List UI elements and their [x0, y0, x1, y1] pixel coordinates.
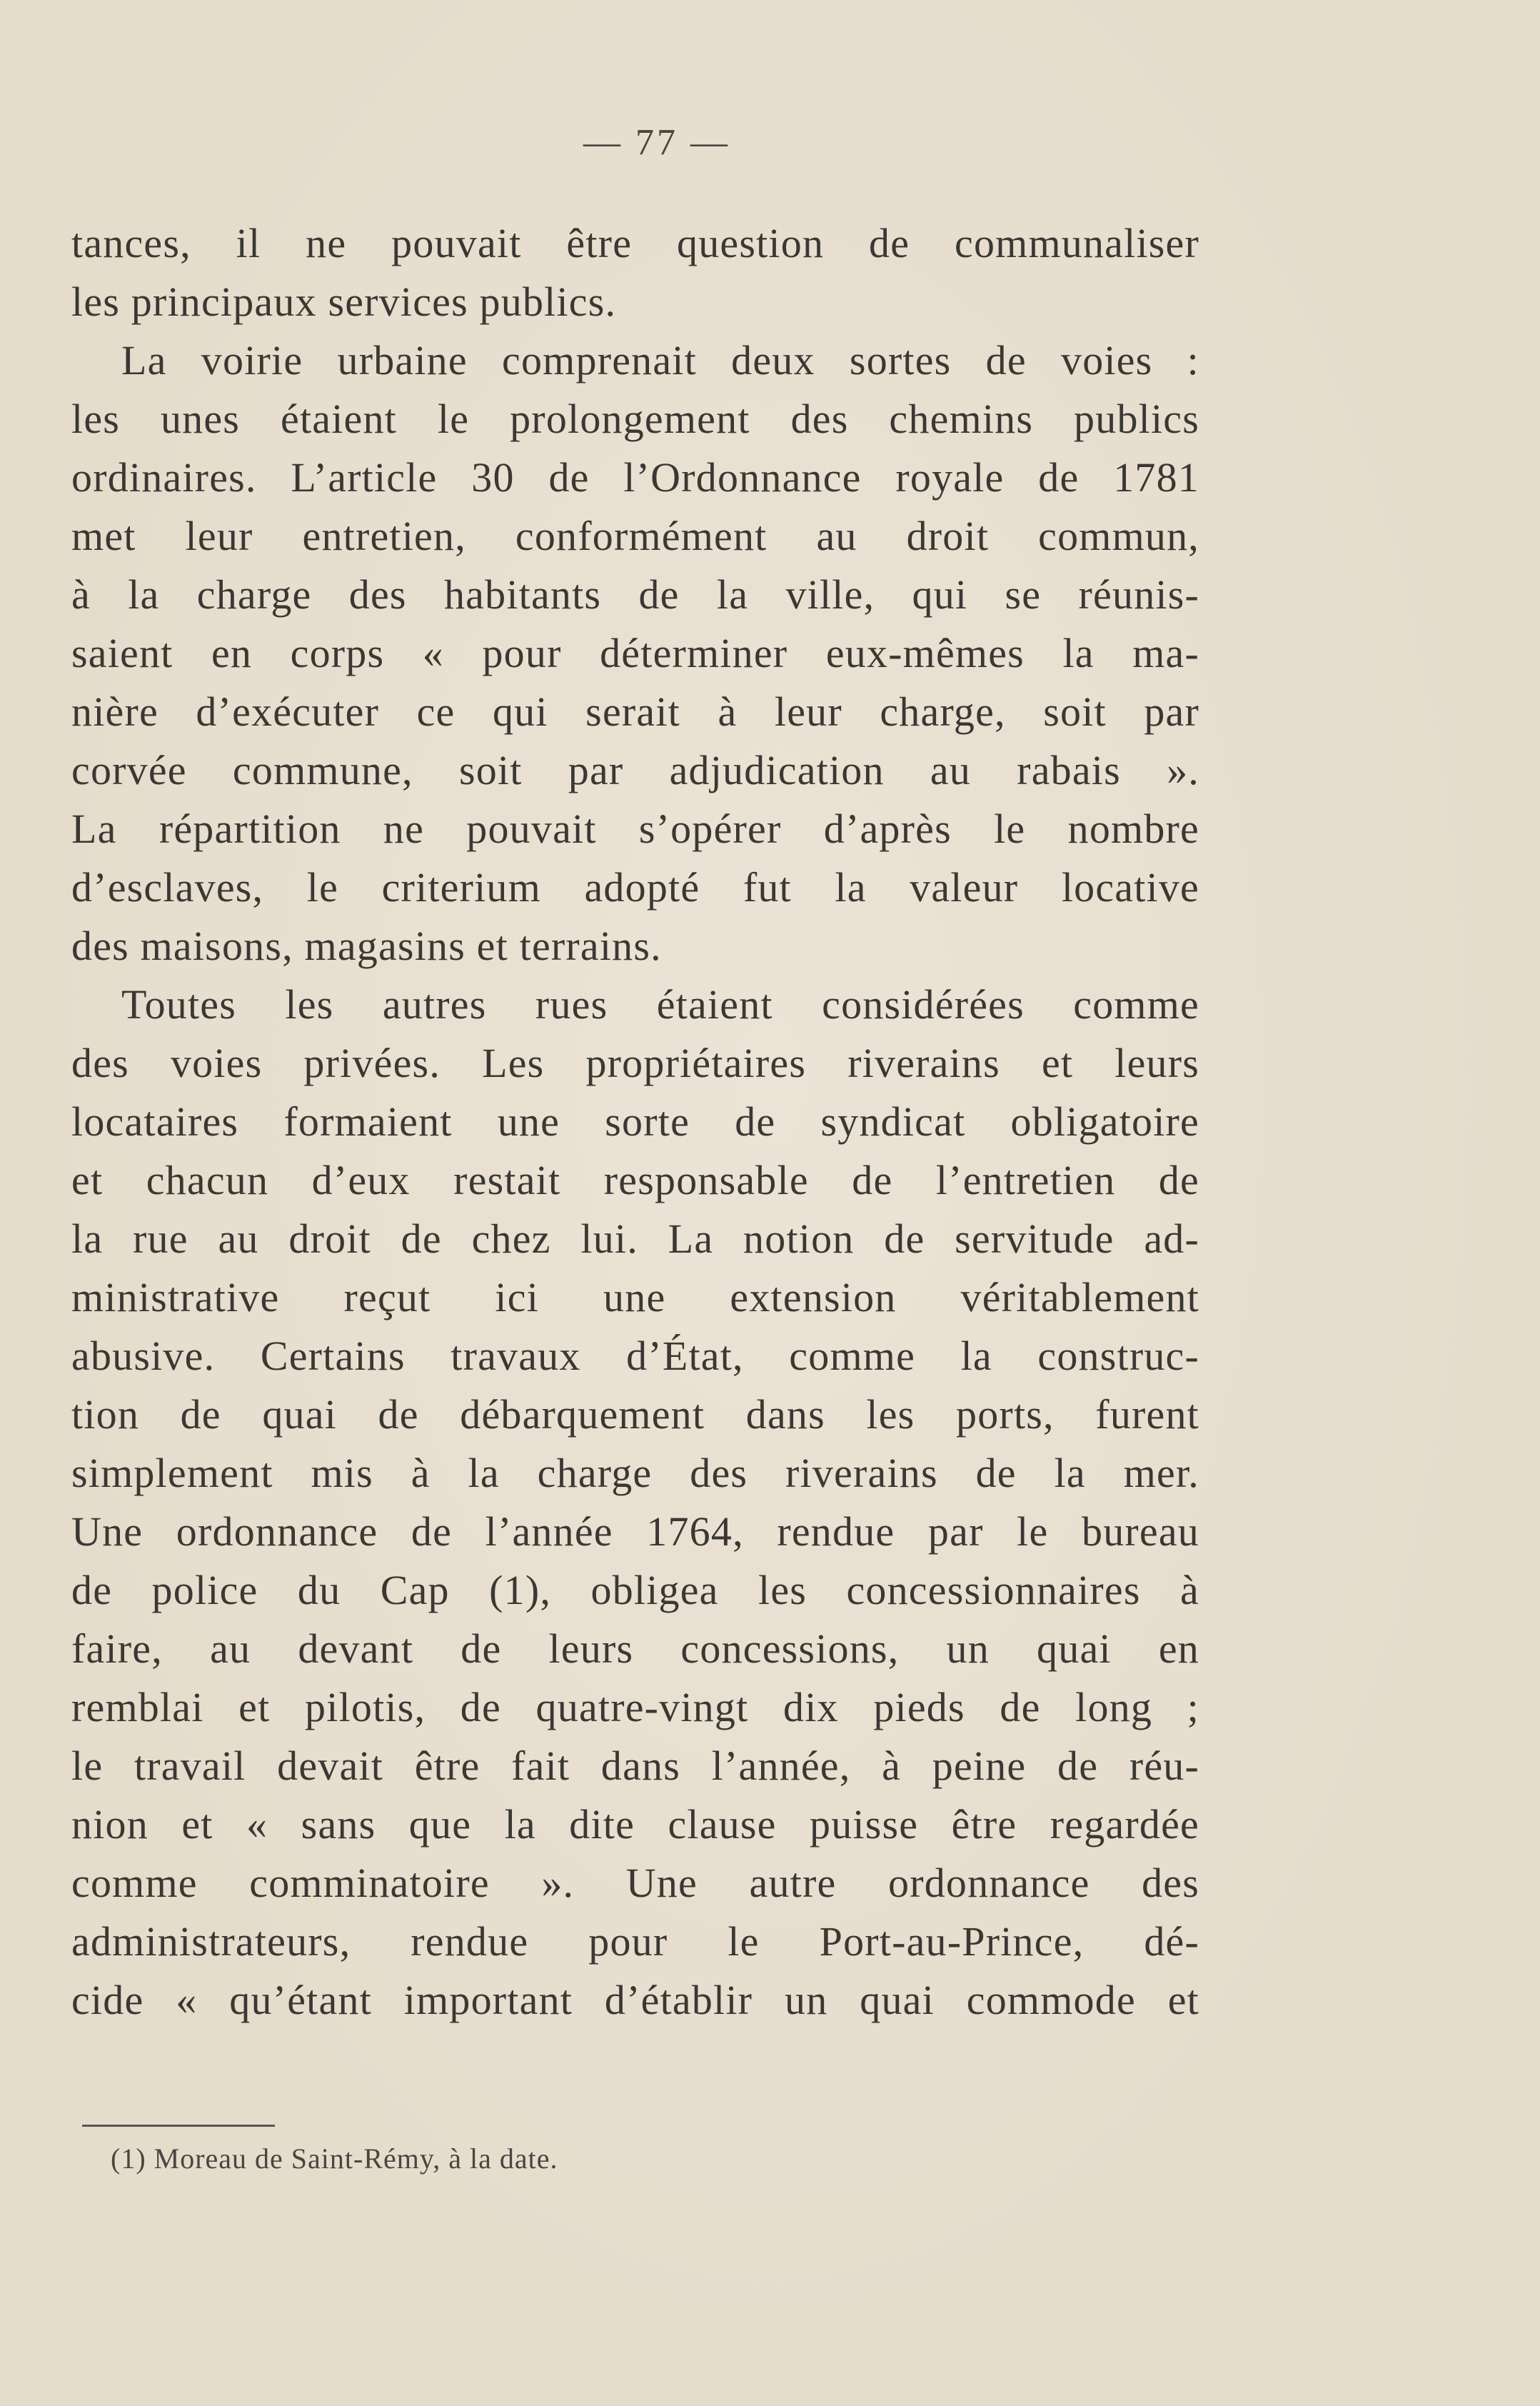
text-line: La répartition ne pouvait s’opérer d’après le nombre — [71, 806, 1199, 852]
text-line: la rue au droit de chez lui. La notion de servitude ad- — [71, 1215, 1199, 1262]
text-line: Toutes les autres rues étaient considérées comme — [121, 981, 1199, 1028]
text-line: saient en corps « pour déterminer eux-mêmes la ma- — [71, 630, 1199, 676]
body-text — [71, 214, 1199, 2030]
text-line: corvée commune, soit par adjudication au rabais ». — [71, 747, 1199, 793]
text-line: tion de quai de débarquement dans les ports, furent — [71, 1391, 1199, 1438]
text-line: de police du Cap (1), obligea les concessionnaires à — [71, 1567, 1199, 1613]
text-line: tances, il ne pouvait être question de communaliser — [71, 220, 1199, 266]
text-line: des voies privées. Les propriétaires riverains et leurs — [71, 1040, 1199, 1086]
text-line: ministrative reçut ici une extension véritablement — [71, 1274, 1199, 1320]
text-line: locataires formaient une sorte de syndicat obligatoire — [71, 1098, 1199, 1145]
text-line: le travail devait être fait dans l’année, à peine de réu- — [71, 1743, 1199, 1789]
text-line: abusive. Certains travaux d’État, comme la construc- — [71, 1333, 1199, 1379]
text-line: remblai et pilotis, de quatre-vingt dix pieds de long ; — [71, 1684, 1199, 1730]
text-line: à la charge des habitants de la ville, qui se réunis- — [71, 571, 1199, 618]
page-number: — 77 — — [583, 122, 730, 163]
text-line: comme comminatoire ». Une autre ordonnance des — [71, 1860, 1199, 1906]
text-line: administrateurs, rendue pour le Port-au-Prince, dé- — [71, 1918, 1199, 1965]
text-line: ordinaires. L’article 30 de l’Ordonnance royale de 1781 — [71, 454, 1199, 501]
text-line: Une ordonnance de l’année 1764, rendue par le bureau — [71, 1508, 1199, 1555]
text-line: faire, au devant de leurs concessions, un quai en — [71, 1625, 1199, 1672]
text-line: nière d’exécuter ce qui serait à leur charge, soit par — [71, 688, 1199, 735]
text-line: les unes étaient le prolongement des chemins publics — [71, 396, 1199, 442]
footnote-divider — [82, 2125, 275, 2127]
text-line: met leur entretien, conformément au droit commun, — [71, 513, 1199, 559]
text-line: d’esclaves, le criterium adopté fut la valeur locative — [71, 864, 1199, 911]
text-line: les principaux services publics. — [71, 279, 617, 325]
text-line: nion et « sans que la dite clause puisse être regardée — [71, 1801, 1199, 1848]
text-line: et chacun d’eux restait responsable de l’entretien de — [71, 1157, 1199, 1203]
text-line: cide « qu’étant important d’établir un quai commode et — [71, 1977, 1199, 2023]
text-line: des maisons, magasins et terrains. — [71, 923, 662, 969]
text-line: simplement mis à la charge des riverains de la mer. — [71, 1450, 1199, 1496]
text-line: La voirie urbaine comprenait deux sortes de voies : — [121, 337, 1199, 384]
footnote: (1) Moreau de Saint-Rémy, à la date. — [111, 2142, 558, 2175]
